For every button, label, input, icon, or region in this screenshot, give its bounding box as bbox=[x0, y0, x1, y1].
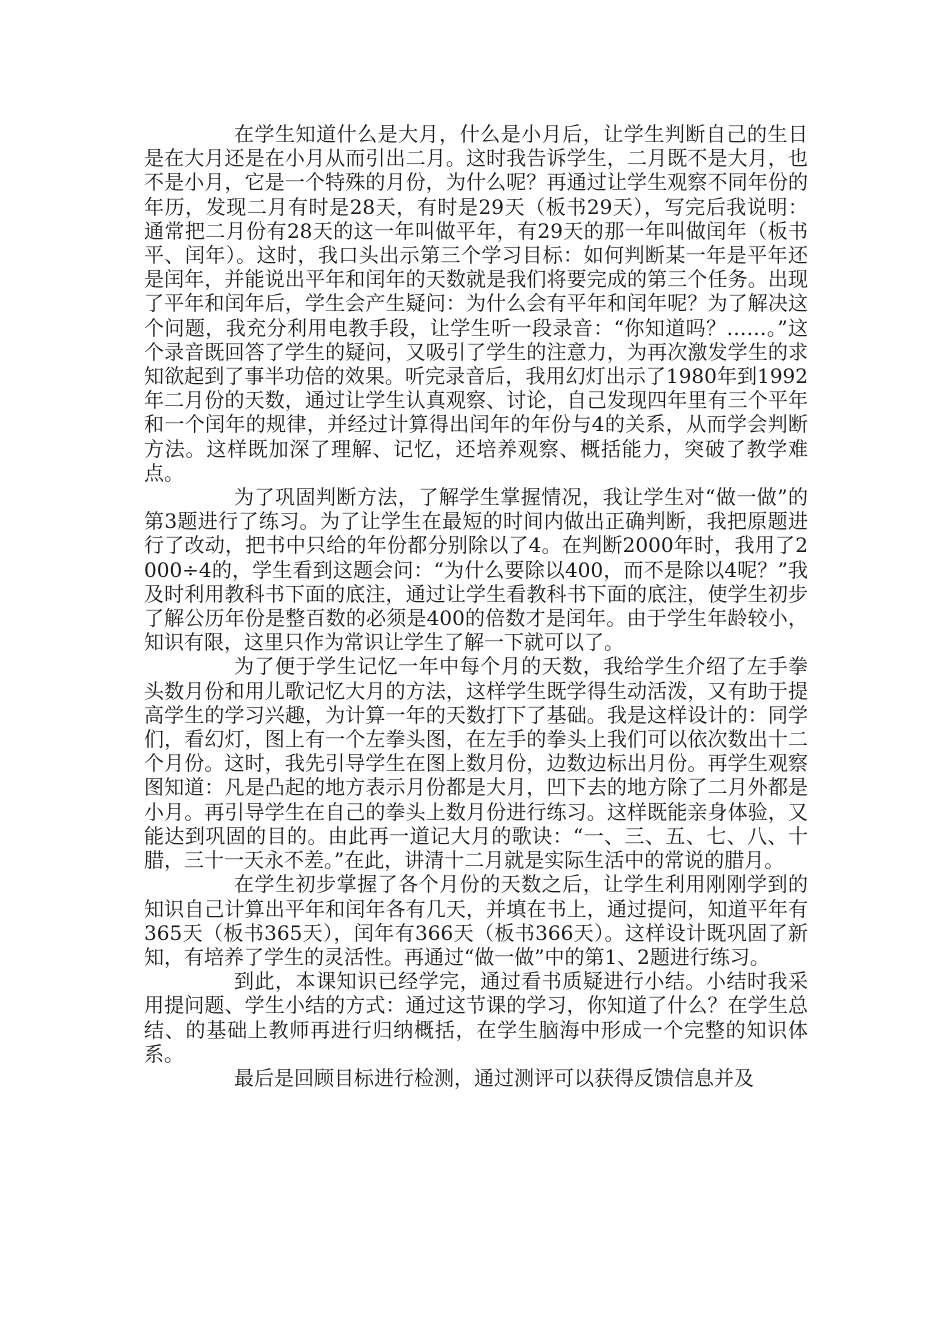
paragraph-3: 为了便于学生记忆一年中每个月的天数，我给学生介绍了左手拳头数月份和用儿歌记忆大月的方法，这样学生既学得生动活泼，又有助于提高学生的学习兴趣，为计算一年的天数打下了基础。我是这样设计的：同学们，看幻灯，图上有一个左拳头图，在左手的拳头上我们可以依次数出十二个月份。这时，我先引导学生在图上数月份，边数边标出月份。再学生观察图知道：凡是凸起的地方表示月份都是大月，凹下去的地方除了二月外都是小月。再引导学生在自己的拳头上数月份进行练习。这样既能亲身体验，又能达到巩固的目的。由此再一道记大月的歌诀：“一、三、五、七、八、十腊，三十一天永不差。”在此，讲清十二月就是实际生活中的常说的腊月。 bbox=[144, 654, 808, 873]
document-body bbox=[144, 122, 808, 1090]
paragraph-2: 为了巩固判断方法，了解学生掌握情况，我让学生对“做一做”的第3题进行了练习。为了让学生在最短的时间内做出正确判断，我把原题进行了改动，把书中只给的年份都分别除以了4。在判断2000年时，我用了2000÷4的，学生看到这题会问：“为什么要除以400，而不是除以4呢？”我及时利用教科书下面的底注，通过让学生看教科书下面的底注，使学生初步了解公历年份是整百数的必须是400的倍数才是闰年。由于学生年龄较小，知识有限，这里只作为常识让学生了解一下就可以了。 bbox=[144, 485, 808, 655]
paragraph-4: 在学生初步掌握了各个月份的天数之后，让学生利用刚刚学到的知识自己计算出平年和闰年各有几天，并填在书上，通过提问，知道平年有365天（板书365天），闰年有366天（板书366天）。这样设计既巩固了新知，有培养了学生的灵活性。再通过“做一做”中的第1、2题进行练习。 bbox=[144, 872, 808, 969]
paragraph-5: 到此，本课知识已经学完，通过看书质疑进行小结。小结时我采用提问题、学生小结的方式：通过这节课的学习，你知道了什么？在学生总结、的基础上教师再进行归纳概括，在学生脑海中形成一个完整的知识体系。 bbox=[144, 969, 808, 1066]
paragraph-1: 在学生知道什么是大月，什么是小月后，让学生判断自己的生日是在大月还是在小月从而引出二月。这时我告诉学生，二月既不是大月，也不是小月，它是一个特殊的月份，为什么呢？再通过让学生观察不同年份的年历，发现二月有时是28天，有时是29天（板书29天），写完后我说明：通常把二月份有28天的这一年叫做平年，有29天的那一年叫做闰年（板书平、闰年）。这时，我口头出示第三个学习目标：如何判断某一年是平年还是闰年，并能说出平年和闰年的天数就是我们将要完成的第三个任务。出现了平年和闰年后，学生会产生疑问：为什么会有平年和闰年呢？为了解决这个问题，我充分利用电教手段，让学生听一段录音：“你知道吗？……。”这个录音既回答了学生的疑问，又吸引了学生的注意力，为再次激发学生的求知欲起到了事半功倍的效果。听完录音后，我用幻灯出示了1980年到1992年二月份的天数，通过让学生认真观察、讨论，自己发现四年里有三个平年和一个闰年的规律，并经过计算得出闰年的年份与4的关系，从而学会判断方法。这样既加深了理解、记忆，还培养观察、概括能力，突破了教学难点。 bbox=[144, 122, 808, 485]
paragraph-6: 最后是回顾目标进行检测，通过测评可以获得反馈信息并及 bbox=[234, 1065, 754, 1090]
